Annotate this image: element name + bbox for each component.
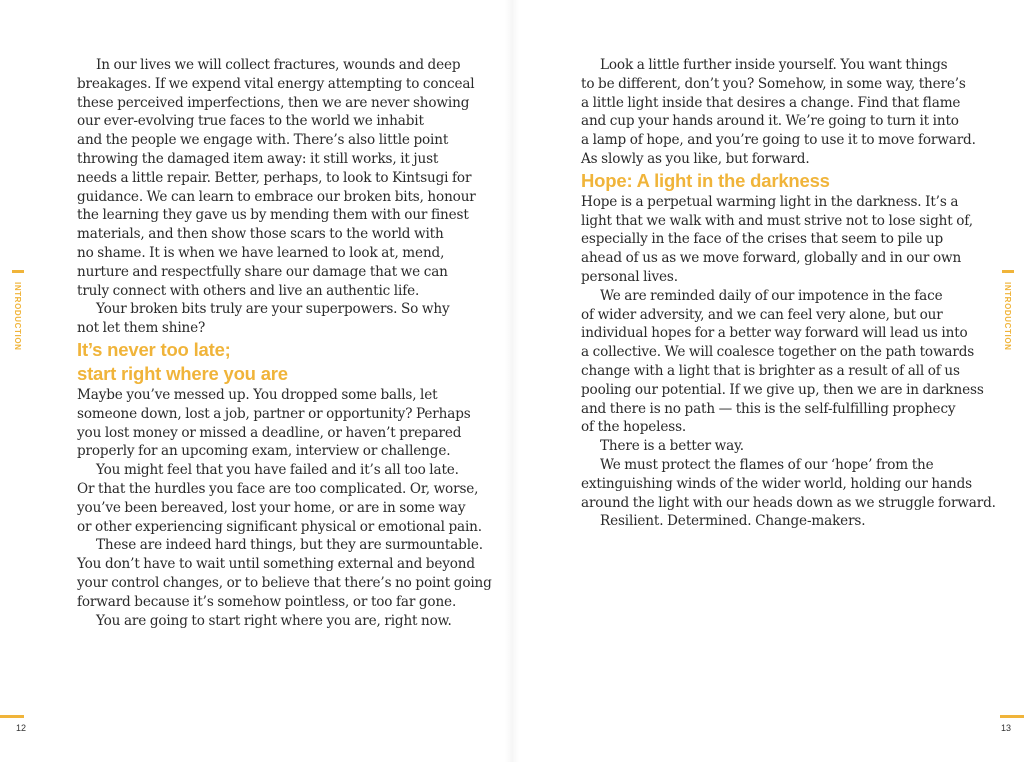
section-tab-bar [12,270,24,273]
text-line: extinguishing winds of the wider world, holding our hands [581,475,972,492]
section-tab [1002,270,1014,351]
page-footer [0,715,27,733]
text-line: a little light inside that desires a change. Find that flame [581,94,961,111]
footer-bar [1000,715,1024,718]
text-line: or other experiencing significant physical or emotional pain. [77,518,482,535]
paragraph [581,287,984,437]
text-line: We must protect the flames of our ‘hope’ from the [600,456,934,473]
text-line: individual hopes for a better way forward will lead us into [581,325,968,342]
paragraph [77,300,449,338]
section-tab [12,270,24,351]
text-line: These are indeed hard things, but they are surmountable. [96,537,483,554]
section-tab-label: INTRODUCTION [1003,282,1012,351]
text-line: needs a little repair. Better, perhaps, to look to Kintsugi for [77,169,472,186]
heading-line: start right where you are [77,362,288,384]
paragraph [77,461,482,536]
text-line: your control changes, or to believe that there’s no point going [77,574,492,591]
paragraph [581,456,996,512]
text-line: Or that the hurdles you face are too complicated. Or, worse, [77,480,479,497]
text-line: around the light with our heads down as we struggle forward. [581,494,996,511]
text-line: you lost money or missed a deadline, or haven’t prepared [77,424,462,441]
text-line: to be different, don’t you? Somehow, in some way, there’s [581,75,966,92]
text-line: and there is no path — this is the self-fulfilling prophecy [581,400,956,417]
page-footer [1000,715,1024,733]
section-heading: Hope: A light in the darkness [581,169,830,191]
section-heading [77,338,449,386]
paragraph [77,612,452,631]
text-line: a lamp of hope, and you’re going to use it to move forward. [581,132,976,149]
text-line: change with a light that is brighter as a result of all of us [581,362,960,379]
text-line: of wider adversity, and we can feel very alone, but our [581,306,943,323]
text-line: a collective. We will coalesce together on the path towards [581,344,975,361]
text-line: You might feel that you have failed and it’s all too late. [96,462,459,479]
text-line: Hope is a perpetual warming light in the darkness. It’s a [581,193,959,210]
text-line: personal lives. [581,268,678,285]
section-tab-label: INTRODUCTION [13,282,22,351]
text-line: someone down, lost a job, partner or opportunity? Perhaps [77,405,471,422]
text-line: As slowly as you like, but forward. [581,150,810,167]
paragraph [77,386,471,461]
section-tab-bar [1002,270,1014,273]
text-line: materials, and then show those scars to the world with [77,226,444,243]
text-line: properly for an upcoming exam, interview or challenge. [77,443,451,460]
heading-line: It’s never too late; [77,338,231,360]
text-line: guidance. We can learn to embrace our broken bits, honour [77,188,476,205]
text-line: and the people we engage with. There’s also little point [77,132,449,149]
text-line: There is a better way. [600,438,744,455]
text-line: light that we walk with and must strive not to lose sight of, [581,212,973,229]
left-text-column [77,56,492,630]
text-line: truly connect with others and live an authentic life. [77,282,420,299]
intro-text [581,56,976,169]
text-line: these perceived imperfections, then we are never showing [77,94,470,111]
paragraph [581,437,953,456]
right-page [512,0,1024,762]
right-text-column [581,56,996,531]
intro-text [77,56,476,338]
text-line: You are going to start right where you are, right now. [96,612,452,629]
text-line: the learning they gave us by mending them with our finest [77,207,469,224]
text-line: especially in the face of the crises that seem to pile up [581,231,944,248]
text-line: breakages. If we expend vital energy attempting to conceal [77,75,475,92]
paragraph [581,193,973,287]
footer-bar [0,715,24,718]
text-line: Resilient. Determined. Change-makers. [600,513,866,530]
text-line: throwing the damaged item away: it still works, it just [77,150,439,167]
text-line: You don’t have to wait until something external and beyond [77,556,475,573]
text-line: no shame. It is when we have learned to look at, mend, [77,244,445,261]
text-line: our ever-evolving true faces to the world we inhabit [77,113,424,130]
text-line: you’ve been bereaved, lost your home, or are in some way [77,499,466,516]
section-text [581,193,996,531]
text-line: Look a little further inside yourself. You want things [600,57,948,73]
text-line: nurture and respectfully share our damage that we can [77,263,448,280]
text-line: Your broken bits truly are your superpowers. So why [96,301,450,318]
text-line: of the hopeless. [581,419,687,436]
text-line: We are reminded daily of our impotence in the face [600,287,943,304]
page-number: 12 [16,723,27,733]
paragraph [77,536,492,611]
paragraph [77,56,476,300]
text-line: ahead of us as we move forward, globally and in our own [581,250,962,267]
text-line: Maybe you’ve messed up. You dropped some balls, let [77,386,438,403]
paragraph [581,512,953,531]
text-line: forward because it’s somehow pointless, or too far gone. [77,593,457,610]
text-line: pooling our potential. If we give up, then we are in darkness [581,381,984,398]
section-text [77,386,492,630]
text-line: not let them shine? [77,320,206,337]
page-number: 13 [1001,723,1012,733]
text-line: In our lives we will collect fractures, wounds and deep [96,57,461,73]
paragraph [581,56,976,169]
text-line: and cup your hands around it. We’re going to turn it into [581,113,959,130]
